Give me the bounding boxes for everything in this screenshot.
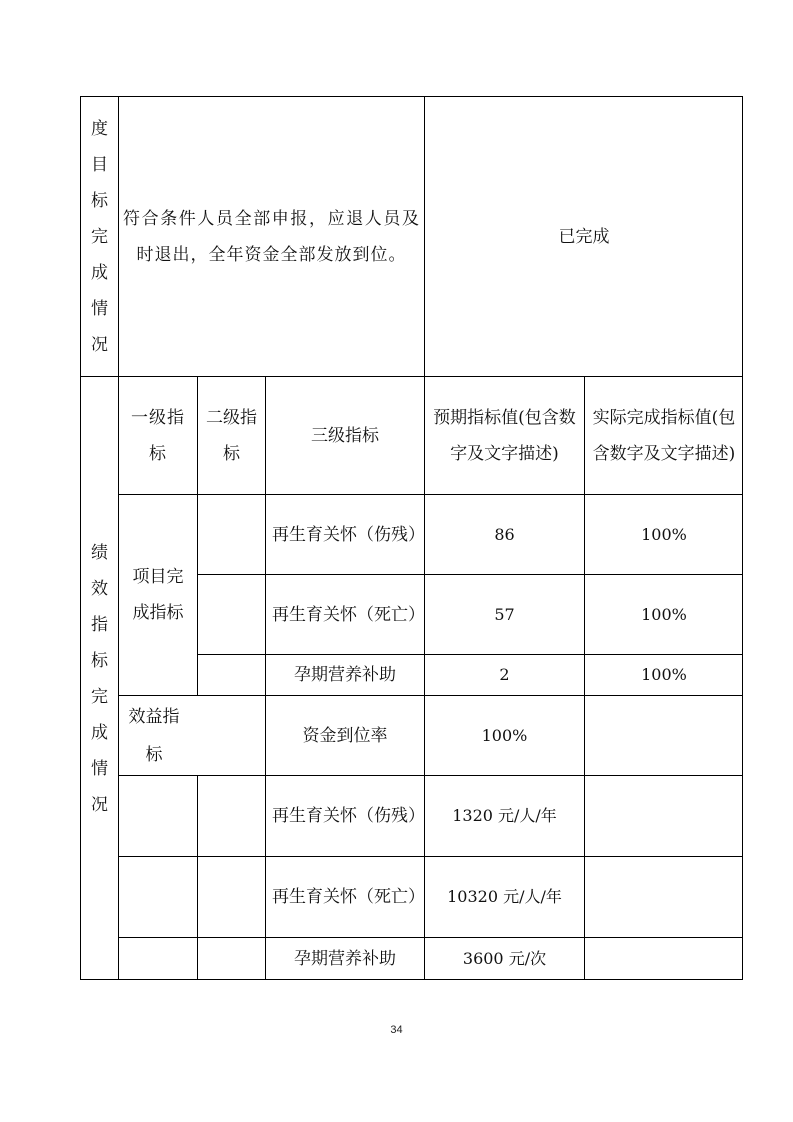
performance-vertical-label-cell [80,376,118,980]
level2-cell [197,856,265,937]
table-row-6-level3 [265,856,424,937]
vertical-label-cell [80,96,118,376]
expected-value: 3600 元/次 [462,949,547,968]
level3-text: 再生育关怀（伤残） [272,806,425,826]
status-cell [424,96,743,376]
group-benefit-text: 效益指标 [128,706,180,765]
table-row-7-level3 [265,937,424,980]
expected-value: 86 [494,524,515,544]
level2-cell [197,494,265,574]
level2-cell [197,574,265,654]
header-actual [584,376,743,494]
table-right-border [742,96,743,980]
header-expected [424,376,584,494]
expected-value: 100% [481,725,528,745]
group-project-completion-text: 项目完成指标 [132,567,184,623]
annual-target-completion-label: 度目标完成情况 [91,118,108,355]
header-level3 [265,376,424,494]
table-row-6-expected [424,856,584,937]
table-row-2-actual [584,574,743,654]
header-expected-text: 预期指标值(包含数字及文字描述) [433,407,576,464]
table-row-3-level3 [265,654,424,695]
table-row-1-actual [584,494,743,574]
level1-cell [118,775,197,856]
header-level3-text: 三级指标 [311,425,379,446]
performance-indicator-completion-label: 绩效指标完成情况 [91,542,108,815]
table-row-6-actual [584,856,743,937]
header-actual-text: 实际完成指标值(包含数字及文字描述) [592,407,736,464]
header-level1 [118,376,197,494]
expected-value: 57 [494,604,515,624]
table-row-7-expected [424,937,584,980]
level3-text: 再生育关怀（死亡） [272,887,425,907]
level3-text: 孕期营养补助 [294,949,396,969]
level3-text: 资金到位率 [302,725,388,746]
group-project-completion [118,494,197,695]
table-row-2-expected [424,574,584,654]
level1-cell [118,856,197,937]
level3-text: 孕期营养补助 [294,665,396,685]
table-row-2-level3 [265,574,424,654]
level2-cell [197,654,265,695]
expected-value: 2 [499,665,510,684]
table-row-3-expected [424,654,584,695]
header-level1-text: 一级指标 [131,407,185,464]
table-row-3-actual [584,654,743,695]
group-benefit [118,695,265,775]
table-row-1-level3 [265,494,424,574]
level2-cell [197,775,265,856]
level2-cell [197,937,265,980]
table-row-4-expected [424,695,584,775]
table-row-7-actual [584,937,743,980]
table-row-4-level3 [265,695,424,775]
target-text-cell [118,96,424,376]
annual-target-text: 符合条件人员全部申报，应退人员及时退出，全年资金全部发放到位。 [123,208,420,265]
header-level2-text: 二级指标 [206,407,257,464]
actual-value: 100% [641,665,687,684]
completion-status: 已完成 [558,226,610,247]
table-row-5-expected [424,775,584,856]
level1-cell [118,937,197,980]
page-number: 34 [390,1024,403,1036]
header-level2 [197,376,265,494]
expected-value: 1320 元/人/年 [452,806,557,825]
level3-text: 再生育关怀（伤残） [272,524,425,545]
table-row-4-actual [584,695,743,775]
table-row-5-level3 [265,775,424,856]
table-bottom-border [80,979,743,980]
actual-value: 100% [641,604,687,624]
table-row-5-actual [584,775,743,856]
table-row-1-expected [424,494,584,574]
expected-value: 10320 元/人/年 [447,887,562,906]
level3-text: 再生育关怀（死亡） [272,604,425,625]
actual-value: 100% [641,524,687,544]
